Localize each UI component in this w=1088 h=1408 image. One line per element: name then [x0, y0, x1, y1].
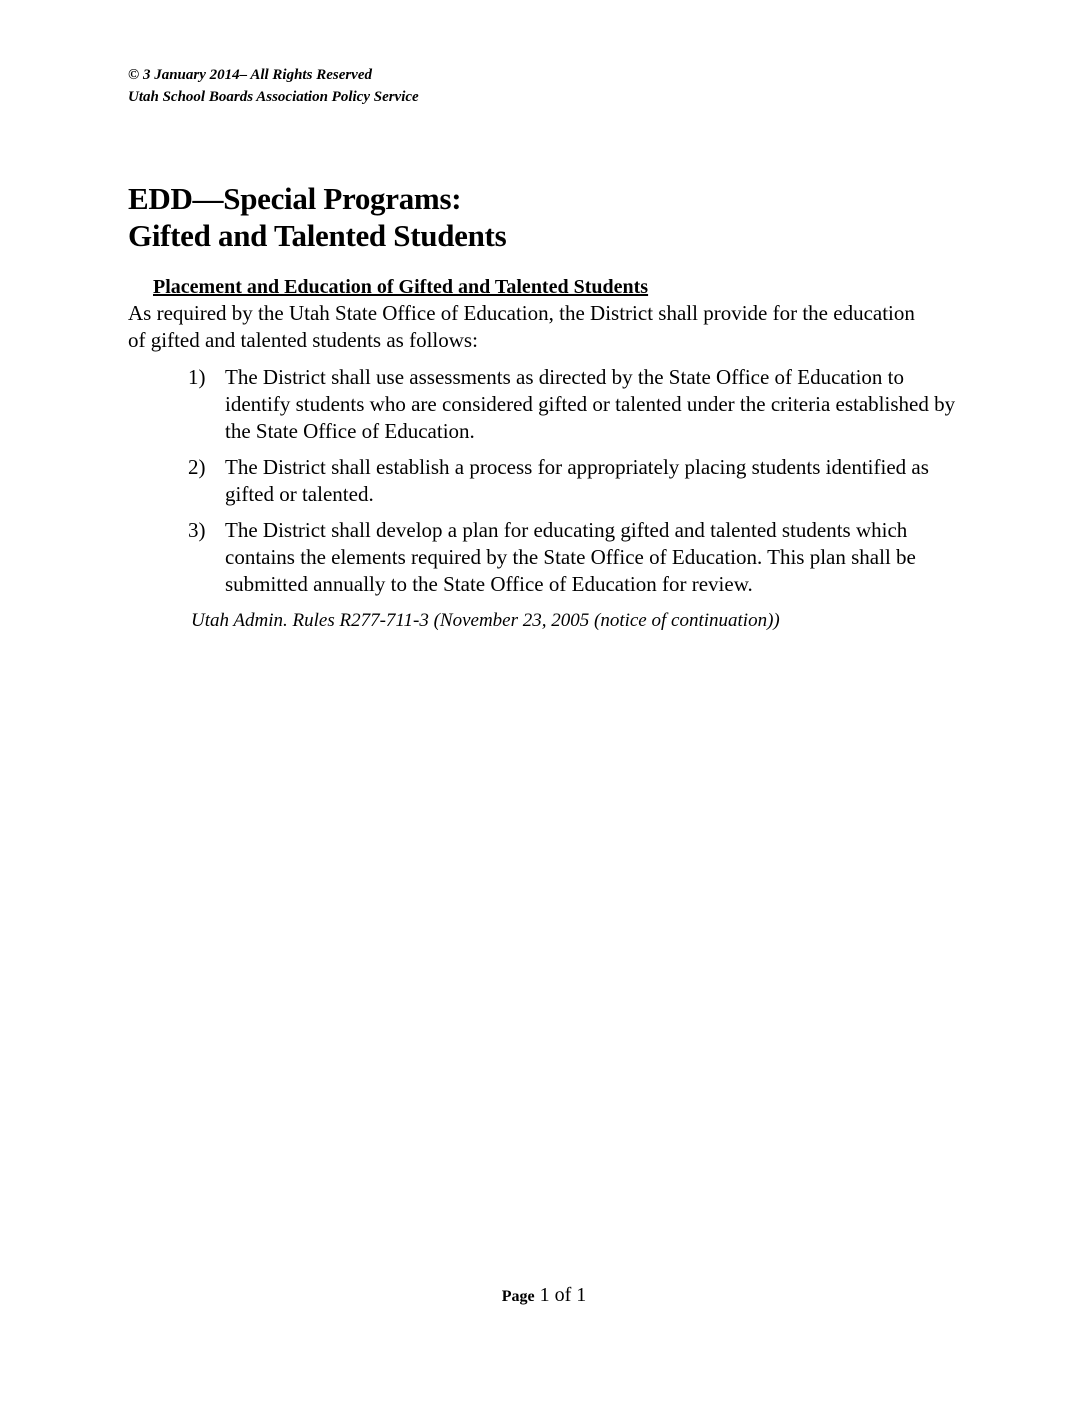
page-current: 1: [539, 1284, 550, 1306]
requirements-list: [188, 364, 958, 607]
list-item: [188, 517, 958, 598]
list-item-number: 2): [188, 455, 206, 479]
legal-citation: Utah Admin. Rules R277-711-3 (November 23, 2005 (notice of continuation)): [191, 610, 780, 631]
document-title: [128, 180, 506, 254]
list-item-text: The District shall establish a process for appropriately placing students identified as gifted or talented.: [225, 455, 929, 506]
page-total: 1: [576, 1284, 587, 1306]
list-item: [188, 364, 958, 445]
intro-paragraph: As required by the Utah State Office of Education, the District shall provide for the education of gifted and talented students as follows:: [128, 301, 915, 352]
page-label: Page: [501, 1288, 535, 1305]
list-item-text: The District shall use assessments as directed by the State Office of Education to identify students who are considered gifted or talented under the criteria established by the State Office of Education.: [225, 365, 956, 443]
list-item: [188, 454, 958, 508]
section-heading: Placement and Education of Gifted and Talented Students: [153, 276, 649, 298]
list-item-number: 3): [188, 518, 206, 542]
title-line-2: Gifted and Talented Students: [128, 218, 507, 253]
copyright-header: [128, 64, 419, 108]
page-footer: [0, 1282, 1088, 1310]
policy-service-line: Utah School Boards Association Policy Service: [128, 89, 419, 105]
list-item-text: The District shall develop a plan for educating gifted and talented students which contains the elements required by the State Office of Education. This plan shall be submitted annually to the State Office of Education for review.: [225, 518, 916, 596]
title-line-1: EDD—Special Programs:: [128, 181, 462, 216]
copyright-line: © 3 January 2014– All Rights Reserved: [128, 67, 372, 83]
list-item-number: 1): [188, 365, 206, 389]
page-of-label: of: [554, 1284, 572, 1306]
